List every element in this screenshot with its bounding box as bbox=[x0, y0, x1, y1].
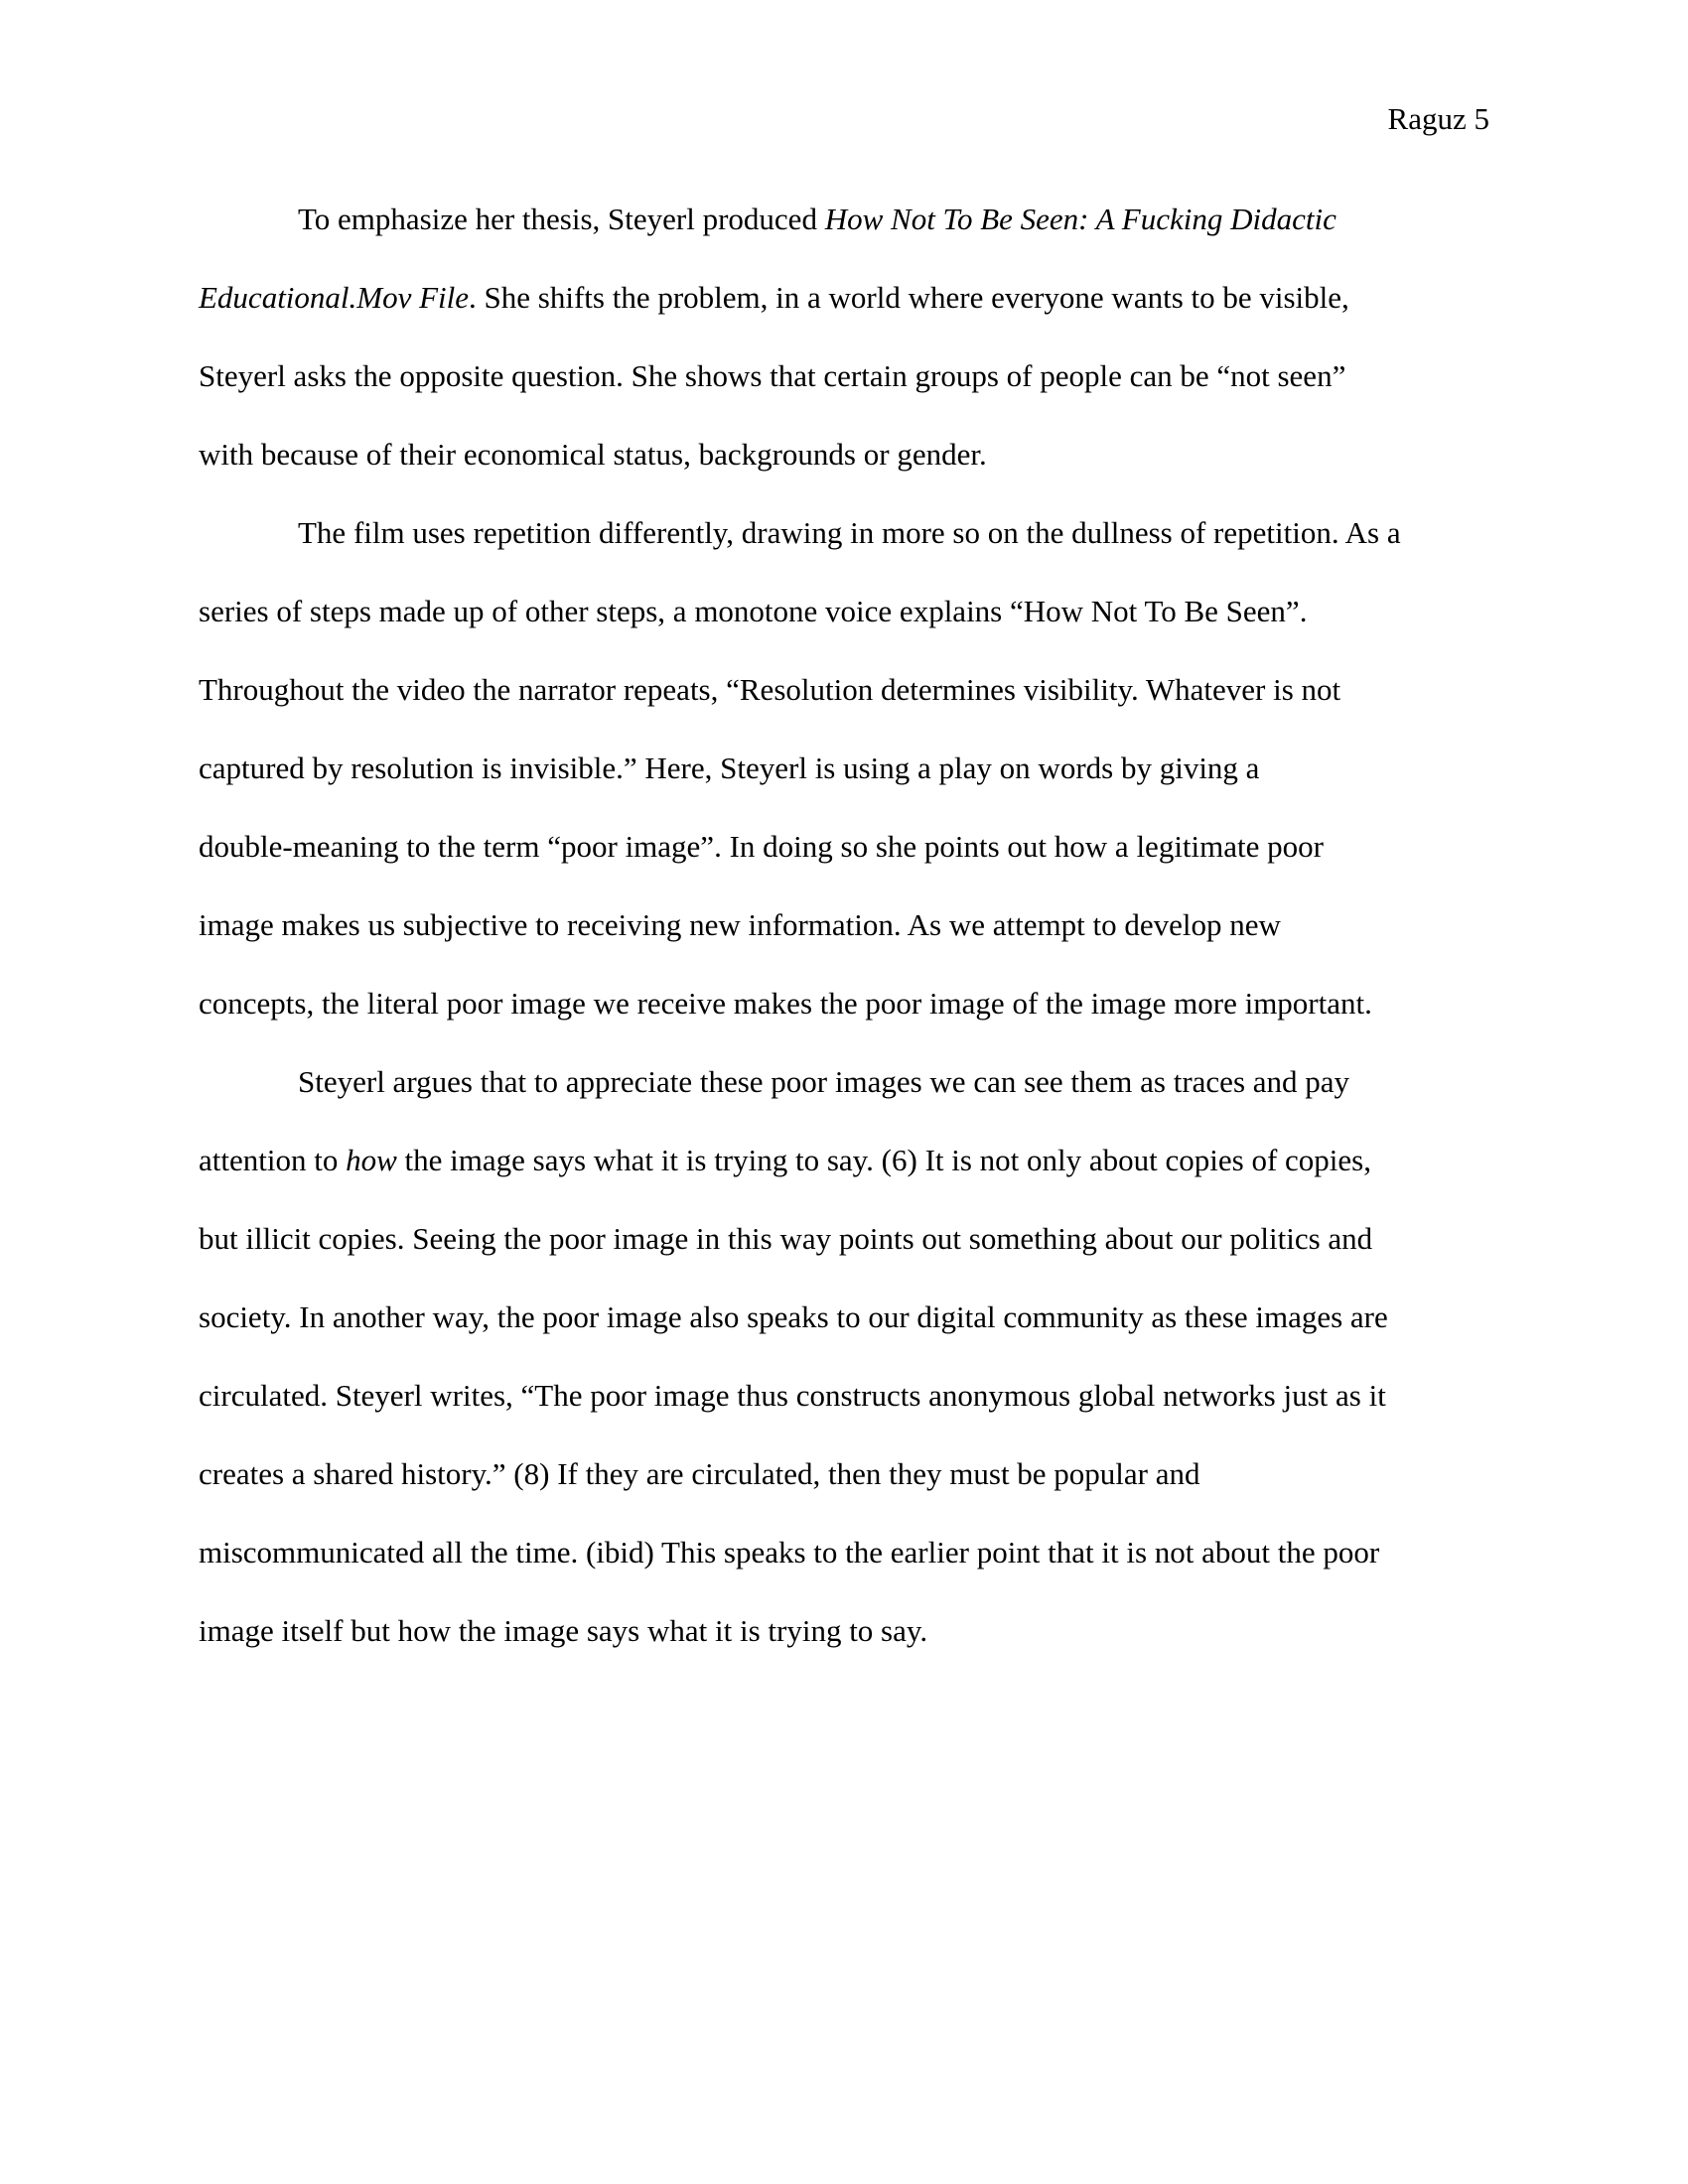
text-run: captured by resolution is invisible.” Here, Steyerl is using a play on words by giving a bbox=[199, 751, 1260, 785]
text-run: The film uses repetition differently, drawing in more so on the dullness of repetition. As a bbox=[298, 515, 1401, 550]
text-run: creates a shared history.” (8) If they are circulated, then they must be popular and bbox=[199, 1456, 1200, 1491]
text-run: attention to bbox=[199, 1143, 347, 1177]
paragraph bbox=[199, 1059, 1489, 1687]
paragraph-first-line bbox=[199, 510, 1489, 589]
paragraph-line bbox=[199, 1138, 1489, 1216]
paragraph-line bbox=[199, 275, 1489, 353]
paragraph-line bbox=[199, 353, 1489, 432]
paragraph-line bbox=[199, 1608, 1489, 1687]
text-run: with because of their economical status, backgrounds or gender. bbox=[199, 437, 987, 472]
body-text bbox=[199, 197, 1489, 1687]
paragraph-line bbox=[199, 1373, 1489, 1451]
text-run: circulated. Steyerl writes, “The poor image thus constructs anonymous global networks just as it bbox=[199, 1378, 1386, 1413]
text-run: but illicit copies. Seeing the poor image in this way points out something about our politics and bbox=[199, 1221, 1373, 1256]
paragraph-line bbox=[199, 432, 1489, 510]
paragraph-line bbox=[199, 1216, 1489, 1295]
paragraph bbox=[199, 197, 1489, 510]
text-run: miscommunicated all the time. (ibid) This speaks to the earlier point that it is not about the poor bbox=[199, 1535, 1380, 1570]
paragraph-line bbox=[199, 824, 1489, 902]
text-run: image makes us subjective to receiving new information. As we attempt to develop new bbox=[199, 907, 1281, 942]
paragraph-line bbox=[199, 1295, 1489, 1373]
italic-text: Educational.Mov File bbox=[199, 280, 470, 315]
paragraph-line bbox=[199, 1530, 1489, 1608]
text-run: Steyerl argues that to appreciate these poor images we can see them as traces and pay bbox=[298, 1064, 1350, 1099]
text-run: the image says what it is trying to say. (6) It is not only about copies of copies, bbox=[396, 1143, 1371, 1177]
paragraph-line bbox=[199, 1451, 1489, 1530]
text-run: Throughout the video the narrator repeats, “Resolution determines visibility. Whatever is not bbox=[199, 672, 1341, 707]
text-run: To emphasize her thesis, Steyerl produced bbox=[298, 202, 825, 236]
paragraph-line bbox=[199, 746, 1489, 824]
paragraph-line bbox=[199, 667, 1489, 746]
paragraph-first-line bbox=[199, 197, 1489, 275]
paragraph bbox=[199, 510, 1489, 1059]
paragraph-first-line bbox=[199, 1059, 1489, 1138]
text-run: image itself but how the image says what it is trying to say. bbox=[199, 1613, 928, 1648]
italic-text: How Not To Be Seen: A Fucking Didactic bbox=[824, 202, 1336, 236]
paragraph-line bbox=[199, 981, 1489, 1059]
italic-text: how bbox=[346, 1143, 397, 1177]
text-run: concepts, the literal poor image we receive makes the poor image of the image more important. bbox=[199, 986, 1372, 1021]
paragraph-line bbox=[199, 589, 1489, 667]
text-run: . She shifts the problem, in a world where everyone wants to be visible, bbox=[469, 280, 1349, 315]
text-run: series of steps made up of other steps, a monotone voice explains “How Not To Be Seen”. bbox=[199, 594, 1308, 628]
running-head: Raguz 5 bbox=[1387, 101, 1489, 136]
text-run: Steyerl asks the opposite question. She shows that certain groups of people can be “not seen” bbox=[199, 358, 1346, 393]
text-run: double-meaning to the term “poor image”. In doing so she points out how a legitimate poor bbox=[199, 829, 1324, 864]
paragraph-line bbox=[199, 902, 1489, 981]
text-run: society. In another way, the poor image also speaks to our digital community as these images are bbox=[199, 1299, 1388, 1334]
